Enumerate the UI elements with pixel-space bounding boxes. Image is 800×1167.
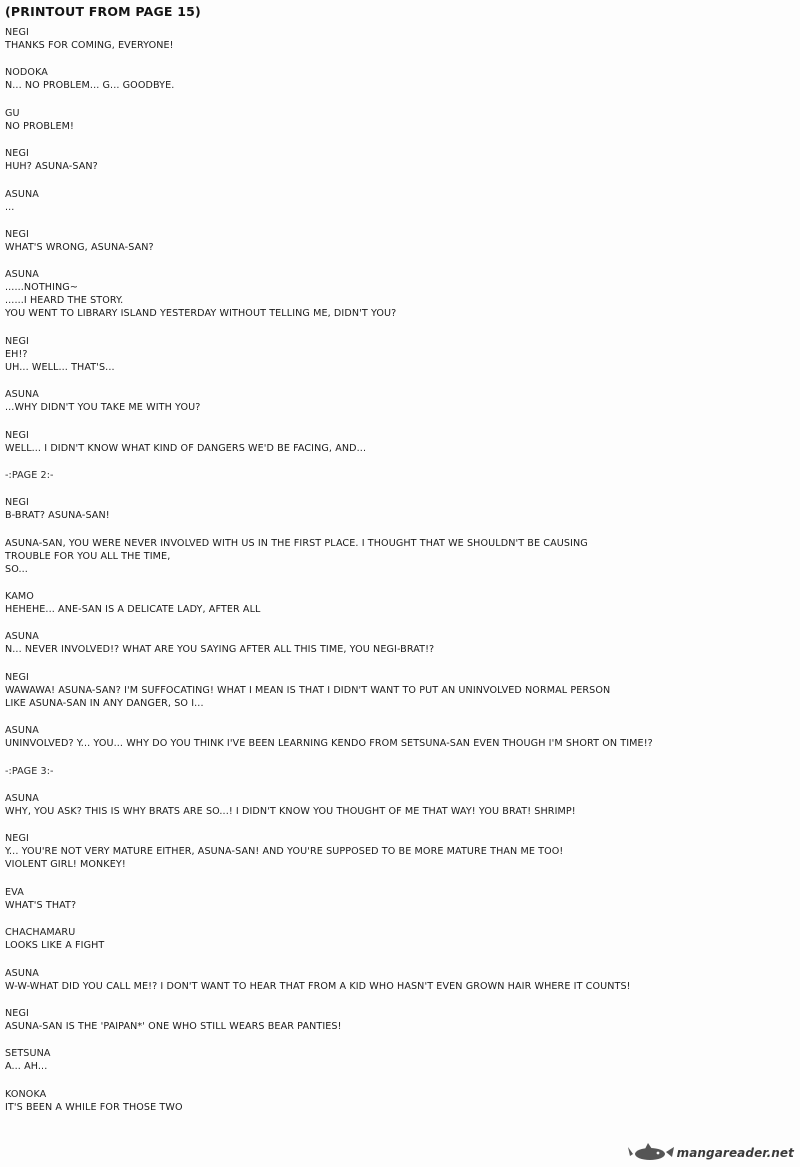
dialogue-line: A... AH... — [5, 1061, 48, 1073]
dialogue-line: LOOKS LIKE A FIGHT — [5, 940, 105, 952]
dialogue-block — [5, 1047, 795, 1073]
dialogue-block — [5, 671, 795, 710]
dialogue-line: W-W-WHAT DID YOU CALL ME!? I DON'T WANT TO HEAR THAT FROM A KID WHO HASN'T EVEN GROWN HAIR WHERE IT COUNTS! — [5, 980, 631, 992]
dialogue-line: UNINVOLVED? Y... YOU... WHY DO YOU THINK I'VE BEEN LEARNING KENDO FROM SETSUNA-SAN EVEN THOUGH I'M SHORT ON TIME!? — [5, 738, 653, 750]
dialogue-line: VIOLENT GIRL! MONKEY! — [5, 859, 126, 871]
dialogue-line: WHAT'S THAT? — [5, 899, 77, 911]
dialogue-block — [5, 926, 795, 952]
page-marker — [5, 469, 795, 482]
dialogue-block — [5, 630, 795, 656]
watermark-logo-icon — [628, 1143, 674, 1163]
speaker-name: NEGI — [5, 335, 29, 347]
speaker-name: NEGI — [5, 27, 29, 38]
speaker-name: NEGI — [5, 429, 29, 441]
page-marker — [5, 765, 795, 778]
dialogue-line: IT'S BEEN A WHILE FOR THOSE TWO — [5, 1101, 183, 1113]
dialogue-block — [5, 107, 795, 133]
speaker-name: ASUNA — [5, 631, 39, 643]
dialogue-line: ASUNA-SAN, YOU WERE NEVER INVOLVED WITH US IN THE FIRST PLACE. I THOUGHT THAT WE SHOULDN'T BE CAUSING — [5, 537, 588, 549]
speaker-name: SETSUNA — [5, 1048, 51, 1060]
dialogue-line: UH... WELL... THAT'S... — [5, 361, 115, 373]
dialogue-block — [5, 268, 795, 320]
dialogue-line: WHY, YOU ASK? THIS IS WHY BRATS ARE SO...! I DIDN'T KNOW YOU THOUGHT OF ME THAT WAY! YOU BRAT! SHRIMP! — [5, 806, 576, 818]
dialogue-line: WAWAWA! ASUNA-SAN? I'M SUFFOCATING! WHAT I MEAN IS THAT I DIDN'T WANT TO PUT AN UNINVOLVED NORMAL PERSON — [5, 684, 611, 696]
dialogue-line: N... NEVER INVOLVED!? WHAT ARE YOU SAYING AFTER ALL THIS TIME, YOU NEGI-BRAT!? — [5, 644, 435, 656]
dialogue-line: ......NOTHING~ — [5, 282, 78, 294]
dialogue-block — [5, 537, 795, 576]
speaker-name: NEGI — [5, 833, 29, 845]
dialogue-block — [5, 1007, 795, 1033]
speaker-name: NEGI — [5, 671, 29, 683]
speaker-name: ASUNA — [5, 269, 39, 281]
speaker-name: ASUNA — [5, 389, 39, 401]
dialogue-line: YOU WENT TO LIBRARY ISLAND YESTERDAY WITHOUT TELLING ME, DIDN'T YOU? — [5, 308, 397, 320]
dialogue-line: TROUBLE FOR YOU ALL THE TIME, — [5, 550, 171, 562]
dialogue-line: EH!? — [5, 348, 28, 360]
dialogue-block — [5, 66, 795, 92]
page-marker-text: -:PAGE 3:- — [5, 765, 54, 777]
dialogue-block — [5, 496, 795, 522]
speaker-name: GU — [5, 107, 20, 119]
watermark-text: mangareader.net — [676, 1146, 794, 1160]
speaker-name: EVA — [5, 886, 24, 898]
dialogue-line: ASUNA-SAN IS THE 'PAIPAN*' ONE WHO STILL WEARS BEAR PANTIES! — [5, 1020, 342, 1032]
page-heading: (PRINTOUT FROM PAGE 15) — [5, 4, 201, 19]
dialogue-block — [5, 590, 795, 616]
speaker-name: ASUNA — [5, 188, 39, 200]
dialogue-block — [5, 429, 795, 455]
speaker-name: NODOKA — [5, 67, 48, 79]
dialogue-line: ... — [5, 201, 15, 213]
dialogue-line: Y... YOU'RE NOT VERY MATURE EITHER, ASUNA-SAN! AND YOU'RE SUPPOSED TO BE MORE MATURE THAN ME TOO! — [5, 846, 564, 858]
dialogue-line: THANKS FOR COMING, EVERYONE! — [5, 40, 174, 51]
dialogue-block — [5, 26, 795, 52]
dialogue-block — [5, 967, 795, 993]
dialogue-block — [5, 228, 795, 254]
speaker-name: NEGI — [5, 1007, 29, 1019]
dialogue-line: WELL... I DIDN'T KNOW WHAT KIND OF DANGERS WE'D BE FACING, AND... — [5, 442, 367, 454]
speaker-name: KONOKA — [5, 1088, 47, 1100]
dialogue-line: HUH? ASUNA-SAN? — [5, 161, 98, 173]
dialogue-block — [5, 1088, 795, 1114]
dialogue-line: ...WHY DIDN'T YOU TAKE ME WITH YOU? — [5, 402, 201, 414]
dialogue-line: N... NO PROBLEM... G... GOODBYE. — [5, 80, 175, 92]
dialogue-block — [5, 335, 795, 374]
dialogue-block — [5, 832, 795, 871]
dialogue-block — [5, 724, 795, 750]
dialogue-block — [5, 886, 795, 912]
speaker-name: CHACHAMARU — [5, 927, 76, 939]
dialogue-line: HEHEHE... ANE-SAN IS A DELICATE LADY, AFTER ALL — [5, 604, 261, 616]
speaker-name: NEGI — [5, 148, 29, 160]
dialogue-line: WHAT'S WRONG, ASUNA-SAN? — [5, 241, 154, 253]
speaker-name: ASUNA — [5, 967, 39, 979]
page-marker-text: -:PAGE 2:- — [5, 469, 54, 481]
watermark — [628, 1143, 794, 1163]
speaker-name: ASUNA — [5, 793, 39, 805]
speaker-name: NEGI — [5, 497, 29, 509]
transcript-body — [5, 26, 795, 1128]
speaker-name: KAMO — [5, 591, 34, 603]
dialogue-line: ......I HEARD THE STORY. — [5, 295, 124, 307]
dialogue-block — [5, 147, 795, 173]
dialogue-line: B-BRAT? ASUNA-SAN! — [5, 510, 110, 522]
dialogue-line: NO PROBLEM! — [5, 120, 74, 132]
dialogue-block — [5, 792, 795, 818]
dialogue-block — [5, 188, 795, 214]
speaker-name: NEGI — [5, 228, 29, 240]
dialogue-line: LIKE ASUNA-SAN IN ANY DANGER, SO I... — [5, 697, 204, 709]
dialogue-line: SO... — [5, 563, 28, 575]
dialogue-block — [5, 388, 795, 414]
speaker-name: ASUNA — [5, 725, 39, 737]
